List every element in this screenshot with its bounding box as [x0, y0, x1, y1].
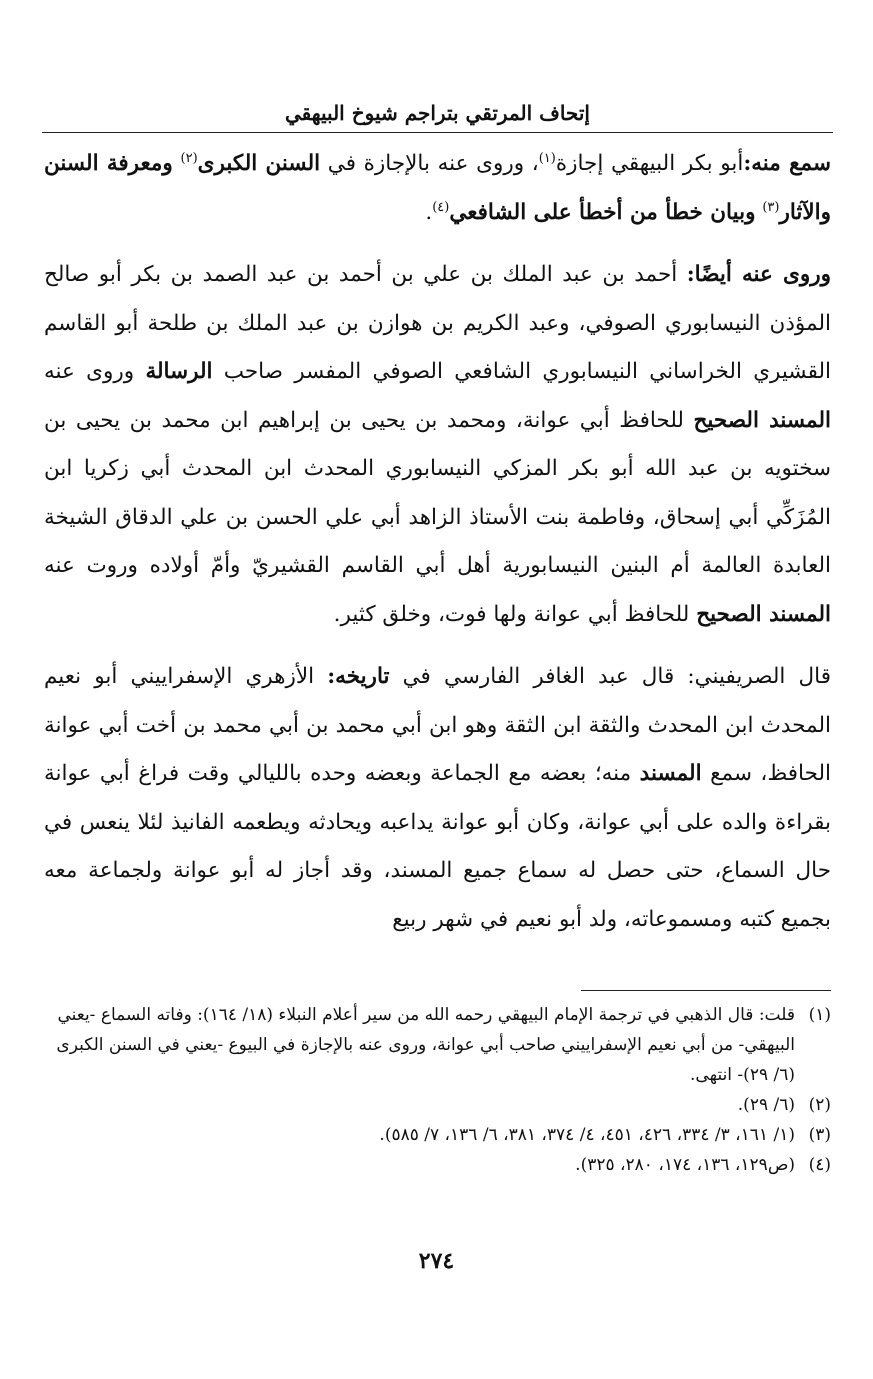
footnote-text: (١/ ١٦١، ٣/ ٣٣٤، ٤٢٦، ٤٥١، ٤/ ٣٧٤، ٣٨١، ٦/ ١٣٦، ٧/ ٥٨٥). [379, 1125, 795, 1145]
paragraph-heard-from-him: سمع منه:أبو بكر البيهقي إجازة$^{(١)}$، وروى عنه بالإجازة في السنن الكبرى$^{(٢)}$ ومعرفة السنن والآثار$^{(٣)}$ وبيان خطأ من أخطأ على الشافعي$^{(٤)}$. [44, 150, 831, 225]
running-header [42, 98, 833, 133]
footnote-number: (٢) [808, 1095, 831, 1115]
paragraph-also-narrated: وروى عنه أيضًا: أحمد بن عبد الملك بن علي بن أحمد بن عبد الصمد بن بكر أبو صالح المؤذن النيسابوري الصوفي، وعبد الكريم بن هوازن بن عبد الملك بن طلحة أبو القاسم القشيري الخراساني النيسابوري الشافعي الصوفي المفسر صاحب الرسالة وروى عنه المسند الصحيح للحافظ أبي عوانة، ومحمد بن يحيى بن إبراهيم ابن محمد بن يحيى بن سختويه بن عبد الله أبو بكر المزكي النيسابوري المحدث ابن المحدث أبي زكريا ابن المُزَكِّي أبي إسحاق، وفاطمة بنت الأستاذ الزاهد أبي علي الحسن بن علي الدقاق الشيخة العابدة العالمة أم البنين النيسابورية أهل أبي القاسم القشيريّ وأمّ أولاده وروت عنه المسند الصحيح للحافظ أبي عوانة ولها فوت، وخلق كثير. [44, 262, 831, 627]
book-title-musnad-sahih: المسند الصحيح [693, 407, 831, 433]
book-title-musnad-sahih-2: المسند الصحيح [696, 601, 831, 627]
book-title-risala: الرسالة [145, 359, 213, 384]
footnote-ref-2: (٢) [180, 150, 198, 166]
lead-also-narrated: وروى عنه أيضًا: [686, 262, 831, 287]
page-number: ٢٧٤ [418, 1248, 455, 1274]
footnote-divider [581, 990, 831, 991]
running-header-title: إتحاف المرتقي بتراجم شيوخ البيهقي [285, 101, 590, 125]
footnote-text: قلت: قال الذهبي في ترجمة الإمام البيهقي رحمه الله من سير أعلام النبلاء (١٨/ ١٦٤): وفاته السماع -يعني البيهقي- من أبي نعيم الإسفراييني صاحب أبي عوانة، وروى عنه بالإجازة في البيوع -يعني في السنن الكبرى (٦/ ٢٩)- انتهى. [56, 1005, 795, 1085]
footnote-text: (٦/ ٢٩). [737, 1095, 795, 1115]
footnote-item [44, 1120, 831, 1150]
footnotes [44, 1000, 831, 1180]
lead-heard-from-him: سمع منه: [743, 151, 831, 176]
footnote-item [44, 1090, 831, 1120]
book-title-sunan-kubra: السنن الكبرى [197, 151, 321, 176]
footnote-text: (ص١٢٩، ١٣٦، ١٧٤، ٢٨٠، ٣٢٥). [575, 1155, 795, 1175]
main-text [44, 140, 831, 958]
book-title-tarikh: تاريخه: [327, 664, 390, 689]
footnote-ref-1: (١) [538, 150, 556, 166]
book-title-musnad: المسند [639, 761, 702, 786]
footnote-ref-3: (٣) [762, 199, 780, 215]
footnote-item [44, 1000, 831, 1090]
footnote-item [44, 1150, 831, 1180]
book-title-bayan-khata: وبيان خطأ من أخطأ على الشافعي [449, 199, 756, 225]
footnote-ref-4: (٤) [432, 199, 450, 215]
paragraph-sarifini: قال الصريفيني: قال عبد الغافر الفارسي في تاريخه: الأزهري الإسفراييني أبو نعيم المحدث ابن المحدث والثقة ابن الثقة وهو ابن أبي محمد بن أبي محمد بن أخت أبي عوانة الحافظ، سمع المسند منه؛ بعضه مع الجماعة وبعضه وحده بالليالي وقت فراغ أبي عوانة بقراءة والده على أبي عوانة، وكان أبو عوانة يداعبه ويحادثه ويطعمه الفانيذ لئلا ينعس في حال السماع، حتى حصل له سماع جميع المسند، وقد أجاز له أبو عوانة ولجماعة معه بجميع كتبه ومسموعاته، ولد أبو نعيم في شهر ربيع [44, 664, 832, 932]
footnote-number: (٣) [808, 1125, 831, 1145]
footnote-number: (٤) [808, 1155, 831, 1175]
footnote-number: (١) [808, 1005, 831, 1025]
book-title-marifat-sunan: ومعرفة السنن والآثار [44, 151, 831, 225]
